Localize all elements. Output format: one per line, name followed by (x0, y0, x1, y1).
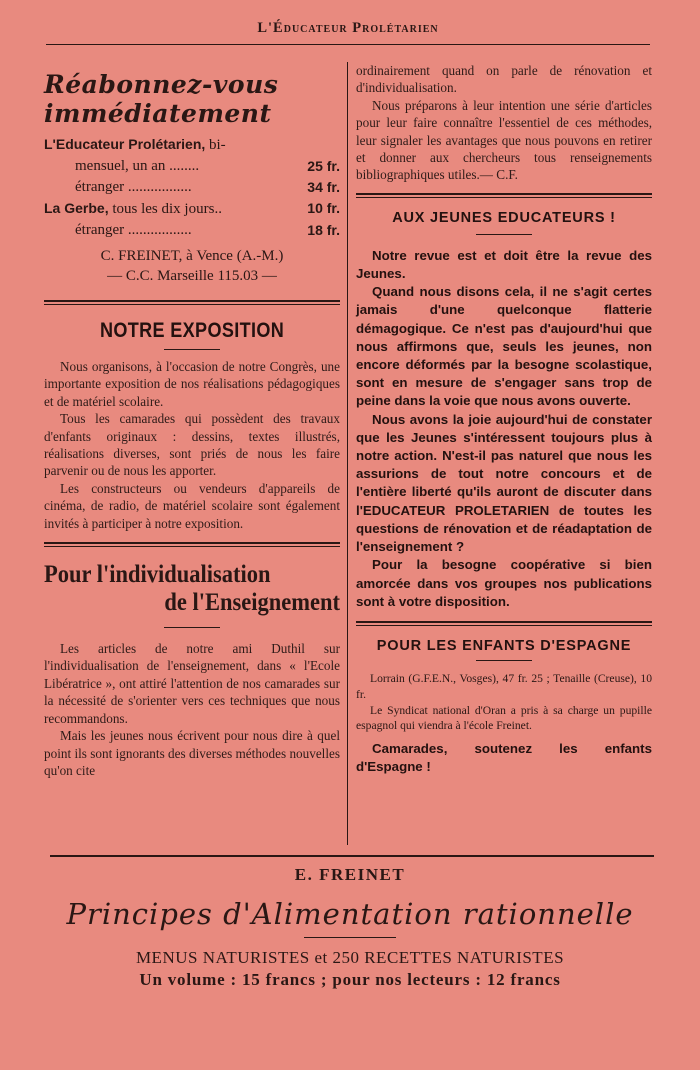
price-label: étranger (75, 179, 125, 195)
frequency-text: tous les dix jours (108, 201, 215, 217)
individualisation-continuation: ordinairement quand on parle de rénovation et d'individualisation. (356, 63, 652, 96)
subscription-line (44, 220, 340, 241)
subscription-line (44, 156, 340, 177)
subscription-line (44, 177, 340, 198)
frequency-text: bi- (205, 137, 226, 153)
running-head: L'Éducateur Prolétarien (257, 20, 439, 36)
jeunes-heading: AUX JEUNES EDUCATEURS ! (392, 209, 616, 226)
title-underline (164, 627, 220, 628)
section-rule (356, 193, 652, 198)
right-column (356, 62, 652, 777)
exposition-heading: NOTRE EXPOSITION (99, 319, 285, 342)
header-rule (46, 44, 650, 45)
section-rule (356, 621, 652, 626)
price-amount: 18 fr. (307, 222, 340, 238)
journal-name: L'Educateur Prolétarien, (44, 136, 206, 152)
price-label: mensuel, un an (75, 158, 166, 174)
leader-dots: ........ (165, 158, 200, 174)
exposition-paragraph: Tous les camarades qui possèdent des travaux d'enfants originaux : dessins, textes illustrés, réalisations diverses, sont priés de nous les faire parvenir ou de nous les apporter. (44, 411, 340, 479)
jeunes-paragraph: Pour la besogne coopérative si bien amorcée dans vos groupes nos publications sont à votre disposition. (356, 557, 652, 609)
jeunes-section (356, 210, 652, 611)
individualisation-heading-1: Pour l'individualisation (44, 561, 271, 589)
section-rule (44, 542, 340, 547)
espagne-closing: Camarades, soutenez les enfants d'Espagne ! (356, 741, 652, 775)
espagne-paragraph: Le Syndicat national d'Oran a pris à sa charge un pupille espagnol qui viendra à l'école Freinet. (356, 703, 652, 733)
left-column (44, 62, 340, 779)
book-author: E. FREINET (294, 865, 406, 884)
price-label: étranger (75, 222, 125, 238)
exposition-paragraph: Les constructeurs ou vendeurs d'appareils de cinéma, de radio, de matériel scolaire sont également invités à participer à notre exposition. (44, 480, 340, 531)
subscribe-box (44, 70, 340, 286)
column-divider (347, 62, 348, 845)
espagne-paragraph: Lorrain (G.F.E.N., Vosges), 47 fr. 25 ; Tenaille (Creuse), 10 fr. (356, 671, 652, 701)
individualisation-section (44, 561, 340, 779)
footer-rule (50, 855, 654, 857)
book-price: Un volume : 15 francs ; pour nos lecteurs : 12 francs (139, 970, 561, 989)
individualisation-paragraph: Nous préparons à leur intention une série d'articles pour leur faire connaître l'essentiel de ces méthodes, leur signaler les avantages que nous pouvons en retirer et donner aux chercheurs tous renseignements bibliographiques utiles.— C.F. (356, 97, 652, 183)
leader-dots: ................. (124, 222, 192, 238)
jeunes-paragraph: Notre revue est et doit être la revue des Jeunes. (356, 247, 652, 282)
price-amount: 34 fr. (307, 179, 340, 195)
subscribe-title: Réabonnez-vous immédiatement (44, 70, 279, 128)
journal-name: La Gerbe, (44, 200, 109, 216)
jeunes-paragraph: Nous avons la joie aujourd'hui de constater que les Jeunes s'intéressent toujours plus à notre action. N'est-il pas naturel que nous les assurions de tout notre concours et de l'entière liberté qu'ils auront de discuter dans l'EDUCATEUR PROLETARIEN de toutes les questions de rénovation et de réadaptation de l'enseignement ? (356, 411, 652, 555)
subscription-line (44, 198, 340, 220)
book-contents: MENUS NATURISTES et 250 RECETTES NATURISTES (135, 948, 565, 967)
exposition-section (44, 319, 340, 532)
address-line: C. FREINET, à Vence (A.-M.) (100, 248, 284, 264)
price-amount: 10 fr. (307, 200, 340, 216)
subscription-line (44, 134, 340, 156)
price-amount: 25 fr. (307, 158, 340, 174)
section-rule (44, 300, 340, 305)
exposition-paragraph: Nous organisons, à l'occasion de notre Congrès, une importante exposition de nos réalisations pédagogiques et de matériel scolaire. (44, 359, 340, 409)
title-underline (476, 660, 532, 661)
jeunes-paragraph: Quand nous disons cela, il ne s'agit certes jamais d'une quelconque flatterie démagogique. Ce n'est pas d'aujourd'hui que nous affirmons que, seuls les jeunes, non encore déformés par la besogne scolastique, sont en mesure de s'engager sans trop de peine dans la voie que nous avons ouverte. (356, 284, 652, 409)
postal-account: — C.C. Marseille 115.03 — (107, 268, 277, 284)
leader-dots: ................. (124, 179, 192, 195)
espagne-section (356, 638, 652, 777)
title-underline (304, 937, 396, 938)
individualisation-paragraph: Mais les jeunes nous écrivent pour nous dire à quel point ils sont ignorants des diverses méthodes nouvelles qu'on cite (44, 728, 340, 778)
title-underline (476, 234, 532, 235)
individualisation-paragraph: Les articles de notre ami Duthil sur l'individualisation de l'enseignement, dans « l'Ecole Libératrice », ont attiré l'attention de nos camarades sur la nécessité de s'orienter vers ces techniques que nous recommandons. (44, 641, 340, 726)
title-underline (164, 349, 220, 350)
leader-dots: .. (214, 201, 222, 217)
book-advertisement (40, 865, 660, 990)
espagne-heading: POUR LES ENFANTS D'ESPAGNE (376, 637, 632, 654)
individualisation-heading-2: de l'Enseignement (164, 589, 340, 617)
book-title: Principes d'Alimentation rationnelle (66, 897, 634, 931)
